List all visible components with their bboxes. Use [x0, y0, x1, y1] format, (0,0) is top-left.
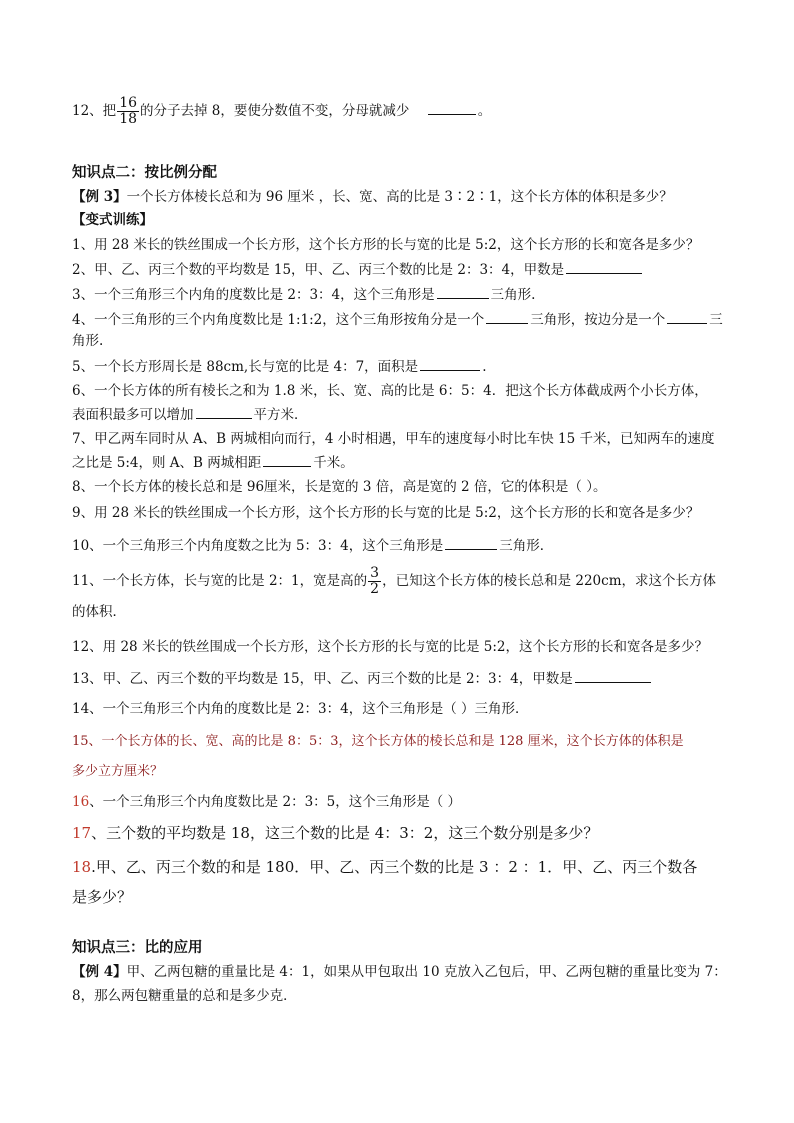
- question-4: [72, 309, 723, 330]
- answer-blank[interactable]: [667, 309, 707, 324]
- answer-blank[interactable]: [566, 259, 642, 274]
- q7-end: 千米。: [313, 455, 354, 471]
- q6-end: 平方米．: [253, 407, 308, 423]
- answer-blank[interactable]: [437, 284, 489, 299]
- question-8: 8、一个长方体的棱长总和是 96厘米，长是宽的 3 倍，高是宽的 2 倍，它的体积是（ ）。: [72, 479, 607, 495]
- q7-text: 之比是 5:4，则 A、B 两城相距: [72, 455, 262, 471]
- answer-blank[interactable]: [420, 356, 480, 371]
- q12-prefix: 12、把: [72, 103, 117, 119]
- question-12-fraction: [72, 96, 491, 127]
- question-16: [72, 792, 461, 812]
- q11-text: 11、一个长方体，长与宽的比是 2：1，宽是高的: [72, 573, 368, 589]
- answer-blank[interactable]: [196, 404, 252, 419]
- answer-blank[interactable]: [263, 452, 311, 467]
- fraction-16-18: [117, 96, 139, 127]
- question-11: [72, 566, 716, 597]
- question-6-cont: [72, 404, 308, 425]
- question-18: [72, 857, 697, 877]
- example-4-text: 甲、乙两包糖的重量比是 4：1，如果从甲包取出 10 克放入乙包后，甲、乙两包糖的重量比变为 7：: [126, 964, 727, 980]
- q13-text: 13、甲、乙、丙三个数的平均数是 15，甲、乙、丙三个数的比是 2：3：4，甲数是: [72, 671, 573, 687]
- q16-number: 16: [72, 794, 90, 810]
- q12-text: 的分子去掉 8，要使分数值不变，分母就减少: [140, 103, 410, 119]
- q6-text: 表面积最多可以增加: [72, 407, 194, 423]
- question-1: 1、用 28 米长的铁丝围成一个长方形，这个长方形的长与宽的比是 5:2，这个长方形的长和宽各是多少？: [72, 237, 700, 253]
- variant-training-label: 【变式训练】: [72, 212, 153, 228]
- question-17: [72, 823, 598, 843]
- q4-text-2: 三角形，按边分是一个: [530, 312, 666, 328]
- answer-blank[interactable]: [445, 535, 497, 550]
- question-3: [72, 284, 535, 305]
- section-2-title: 知识点二：按比例分配: [72, 164, 217, 181]
- question-5: [72, 356, 486, 377]
- q4-text: 4、一个三角形的三个内角度数比是 1:1:2，这个三角形按角分是一个: [72, 312, 485, 328]
- q16-text: 、一个三角形三个内角度数比是 2：3：5，这个三角形是（ ）: [89, 794, 462, 810]
- question-2: [72, 259, 644, 280]
- question-15-cont: 多少立方厘米？: [72, 764, 164, 779]
- section-3-title: 知识点三：比的应用: [72, 939, 203, 956]
- example-3: [72, 187, 673, 207]
- question-13: [72, 668, 653, 689]
- example-4: [72, 962, 727, 982]
- q3-end: 三角形.: [490, 287, 536, 303]
- answer-blank[interactable]: [575, 668, 651, 683]
- q11-text-2: ，已知这个长方体的棱长总和是 220cm，求这个长方体: [382, 573, 716, 589]
- q5-text: 5、一个长方形周长是 88cm,长与宽的比是 4：7，面积是: [72, 359, 419, 375]
- question-14: 14、一个三角形三个内角的度数比是 2：3：4，这个三角形是（ ）三角形．: [72, 701, 529, 717]
- q10-end: 三角形．: [499, 538, 554, 554]
- q17-text: 、三个数的平均数是 18，这三个数的比是 4：3：2，这三个数分别是多少？: [91, 824, 599, 842]
- q4-text-3: 三: [709, 312, 723, 328]
- q12-end: 。: [477, 103, 492, 119]
- q5-end: .: [482, 359, 487, 375]
- question-9: 9、用 28 米长的铁丝围成一个长方形，这个长方形的长与宽的比是 5:2，这个长方形的长和宽各是多少？: [72, 505, 700, 521]
- fraction-numerator: 16: [119, 95, 138, 111]
- fraction-numerator: 3: [370, 565, 380, 581]
- question-6: 6、一个长方体的所有棱长之和为 1.8 米，长、宽、高的比是 6：5：4．把这个长方体截成两个小长方体，: [72, 383, 708, 399]
- question-7: 7、甲乙两车同时从 A、B 两城相向而行，4 小时相遇，甲车的速度每小时比车快 15 千米，已知两车的速度: [72, 431, 715, 447]
- question-15: 15、一个长方体的长、宽、高的比是 8：5：3，这个长方体的棱长总和是 128 厘米，这个长方体的体积是: [72, 734, 684, 749]
- example-4-tag: 【例 4】: [72, 964, 127, 980]
- question-4-cont: 角形.: [72, 333, 104, 349]
- example-4-cont: 8，那么两包糖重量的总和是多少克．: [72, 988, 297, 1004]
- question-7-cont: [72, 452, 354, 473]
- q3-text: 3、一个三角形三个内角的度数比是 2：3：4，这个三角形是: [72, 287, 435, 303]
- q10-text: 10、一个三角形三个内角度数之比为 5：3：4，这个三角形是: [72, 538, 444, 554]
- question-18-cont: 是多少？: [72, 888, 133, 906]
- q2-text: 2、甲、乙、丙三个数的平均数是 15，甲、乙、丙三个数的比是 2：3：4，甲数是: [72, 262, 565, 278]
- example-3-tag: 【例 3】: [72, 189, 127, 205]
- example-3-text: 一个长方体棱长总和为 96 厘米 ，长、宽、高的比是 3∶2∶1，这个长方体的体积是多少？: [126, 189, 673, 205]
- question-11-cont: 的体积．: [72, 604, 126, 620]
- question-12: 12、用 28 米长的铁丝围成一个长方形，这个长方形的长与宽的比是 5:2，这个长方形的长和宽各是多少？: [72, 639, 708, 655]
- fraction-denominator: 18: [119, 111, 138, 127]
- answer-blank[interactable]: [428, 100, 476, 115]
- question-10: [72, 535, 553, 556]
- answer-blank[interactable]: [486, 309, 528, 324]
- q18-number: 18: [72, 858, 92, 876]
- fraction-denominator: 2: [370, 581, 380, 597]
- q18-text: .甲、乙、丙三个数的和是 180．甲、乙、丙三个数的比是 3 ：2 ：1．甲、乙、丙三个数各: [91, 858, 698, 876]
- fraction-3-2: [368, 566, 381, 597]
- q17-number: 17: [72, 824, 92, 842]
